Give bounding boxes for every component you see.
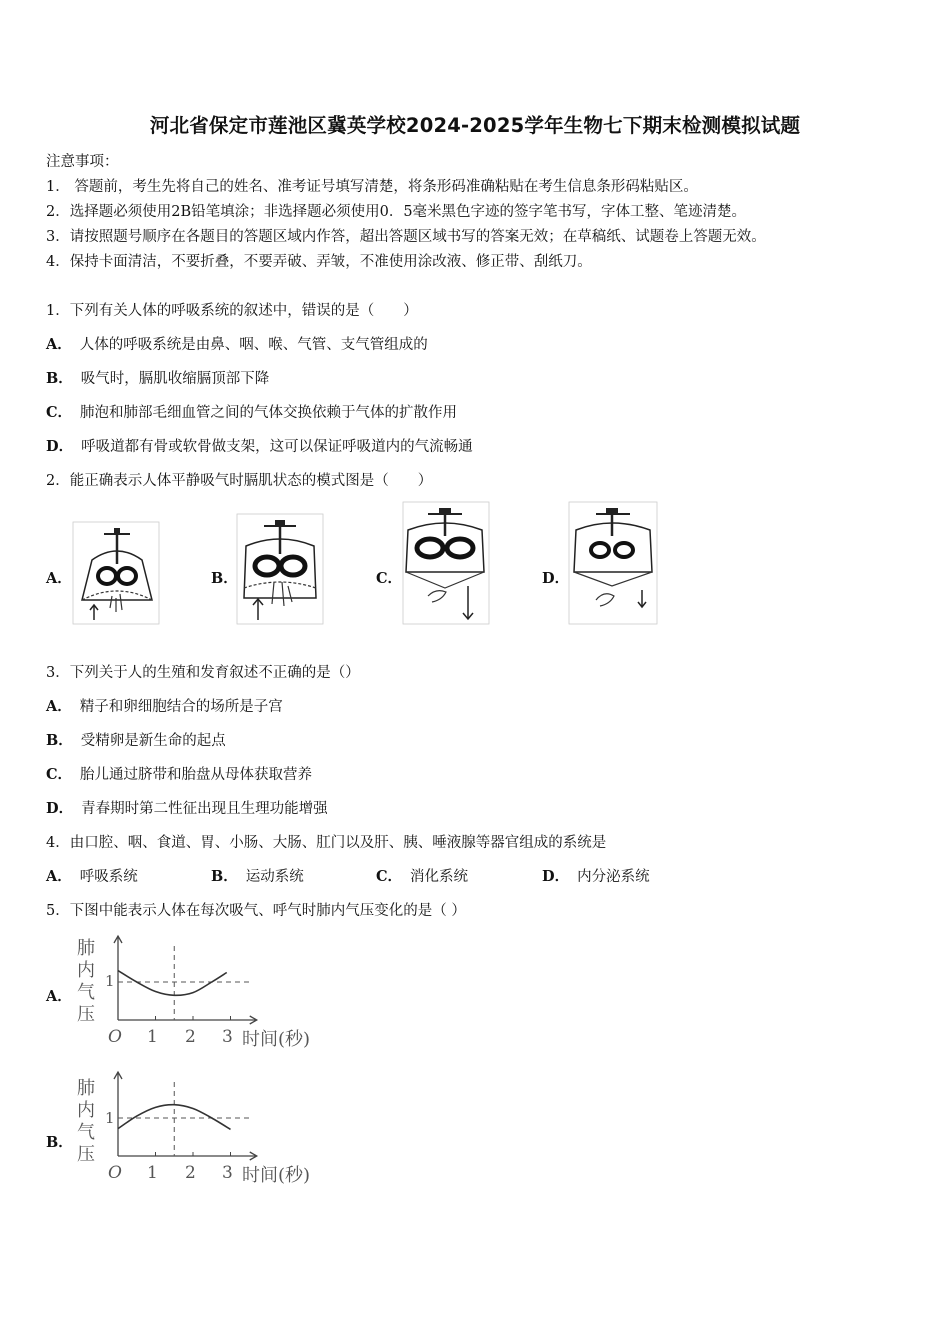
option-text: 人体的呼吸系统是由鼻、咽、喉、气管、支气管组成的	[79, 337, 428, 353]
y-tick-label: 1	[105, 972, 115, 990]
ylabel-char: 肺	[77, 938, 95, 959]
question-1-option-c[interactable]	[46, 403, 457, 423]
page-title: 河北省保定市莲池区冀英学校2024-2025学年生物七下期末检测模拟试题	[149, 114, 801, 137]
ylabel-char: 气	[77, 1122, 95, 1143]
diaphragm-model-c[interactable]	[402, 500, 492, 626]
y-axis-label	[77, 938, 95, 1025]
question-4-option-a[interactable]	[46, 867, 138, 887]
question-5-stem: 5．下图中能表示人体在每次吸气、呼气时肺内气压变化的是（ ）	[46, 903, 466, 919]
option-label: B．	[46, 370, 73, 387]
ylabel-char: 内	[77, 960, 95, 981]
origin-label: O	[108, 1027, 122, 1047]
x-axis-label: 时间(秒)	[242, 1029, 311, 1050]
question-4-option-d[interactable]	[542, 867, 650, 887]
question-4-option-b[interactable]	[211, 867, 304, 887]
option-label: A．	[46, 336, 72, 353]
option-label: A．	[46, 698, 72, 715]
question-2-option-b-label[interactable]: B．	[211, 570, 238, 587]
option-label: C．	[46, 766, 73, 783]
pressure-chart-b[interactable]	[74, 1066, 354, 1191]
diaphragm-model-b[interactable]	[236, 512, 326, 626]
question-3-option-a[interactable]	[46, 697, 283, 717]
option-text: 呼吸道都有骨或软骨做支架，这可以保证呼吸道内的气流畅通	[81, 439, 473, 455]
question-2-option-d-label[interactable]: D．	[542, 570, 570, 587]
notice-item: 4．保持卡面清洁，不要折叠，不要弄破、弄皱，不准使用涂改液、修正带、刮纸刀。	[46, 254, 592, 270]
question-1-option-a[interactable]	[46, 335, 428, 355]
question-2-option-c-label[interactable]: C．	[376, 570, 403, 587]
question-3-option-d[interactable]	[46, 799, 328, 819]
ylabel-char: 气	[77, 982, 95, 1003]
question-1-option-d[interactable]	[46, 437, 473, 457]
x-tick-label: 3	[222, 1163, 233, 1183]
question-3-option-c[interactable]	[46, 765, 312, 785]
option-text: 吸气时，膈肌收缩膈顶部下降	[80, 371, 270, 387]
pressure-curve	[118, 1105, 231, 1130]
diaphragm-model-a[interactable]	[72, 520, 162, 626]
option-text: 胎儿通过脐带和胎盘从母体获取营养	[80, 767, 313, 783]
x-tick-label: 1	[147, 1027, 158, 1047]
question-1-option-b[interactable]	[46, 369, 269, 389]
option-label: D．	[542, 868, 570, 885]
option-label: D．	[46, 438, 74, 455]
question-5-option-a-label[interactable]: A．	[46, 988, 72, 1005]
option-text: 呼吸系统	[79, 869, 138, 885]
x-axis-label: 时间(秒)	[242, 1165, 311, 1186]
option-text: 肺泡和肺部毛细血管之间的气体交换依赖于气体的扩散作用	[80, 405, 458, 421]
diaphragm-model-d[interactable]	[568, 500, 660, 626]
option-label: C．	[376, 868, 403, 885]
pressure-curve	[118, 971, 227, 996]
x-tick-label: 1	[147, 1163, 158, 1183]
y-tick-label: 1	[105, 1109, 115, 1127]
notice-item: 2．选择题必须使用2B铅笔填涂；非选择题必须使用0．5毫米黑色字迹的签字笔书写，字体工整、笔迹清楚。	[46, 204, 747, 220]
option-text: 运动系统	[245, 869, 304, 885]
x-tick-label: 2	[185, 1027, 196, 1047]
option-text: 青春期时第二性征出现且生理功能增强	[81, 801, 328, 817]
notice-item: 3．请按照题号顺序在各题目的答题区域内作答，超出答题区域书写的答案无效；在草稿纸、试题卷上答题无效。	[46, 229, 766, 245]
option-label: C．	[46, 404, 73, 421]
option-label: D．	[46, 800, 74, 817]
option-text: 精子和卵细胞结合的场所是子宫	[79, 699, 283, 715]
question-3-stem: 3．下列关于人的生殖和发育叙述不正确的是（）	[46, 665, 360, 681]
origin-label: O	[108, 1163, 122, 1183]
option-label: B．	[211, 868, 238, 885]
y-axis-label	[77, 1078, 95, 1165]
question-2-option-a-label[interactable]: A．	[46, 570, 72, 587]
ylabel-char: 压	[77, 1004, 95, 1025]
option-label: A．	[46, 868, 72, 885]
option-text: 消化系统	[410, 869, 469, 885]
ylabel-char: 肺	[77, 1078, 95, 1099]
option-text: 内分泌系统	[577, 869, 650, 885]
question-2-stem: 2．能正确表示人体平静吸气时膈肌状态的模式图是（ ）	[46, 473, 433, 489]
pressure-chart-a[interactable]	[74, 930, 354, 1055]
option-label: B．	[46, 732, 73, 749]
ylabel-char: 内	[77, 1100, 95, 1121]
question-4-stem: 4．由口腔、咽、食道、胃、小肠、大肠、肛门以及肝、胰、唾液腺等器官组成的系统是	[46, 835, 607, 851]
question-3-option-b[interactable]	[46, 731, 226, 751]
x-tick-label: 3	[222, 1027, 233, 1047]
notice-heading: 注意事项：	[46, 154, 119, 170]
x-tick-label: 2	[185, 1163, 196, 1183]
notice-item: 1． 答题前，考生先将自己的姓名、准考证号填写清楚，将条形码准确粘贴在考生信息条形码粘贴区。	[46, 179, 698, 195]
question-5-option-b-label[interactable]: B．	[46, 1134, 73, 1151]
option-text: 受精卵是新生命的起点	[80, 733, 226, 749]
ylabel-char: 压	[77, 1144, 95, 1165]
question-4-option-c[interactable]	[376, 867, 468, 887]
question-1-stem: 1．下列有关人体的呼吸系统的叙述中，错误的是（ ）	[46, 303, 418, 319]
